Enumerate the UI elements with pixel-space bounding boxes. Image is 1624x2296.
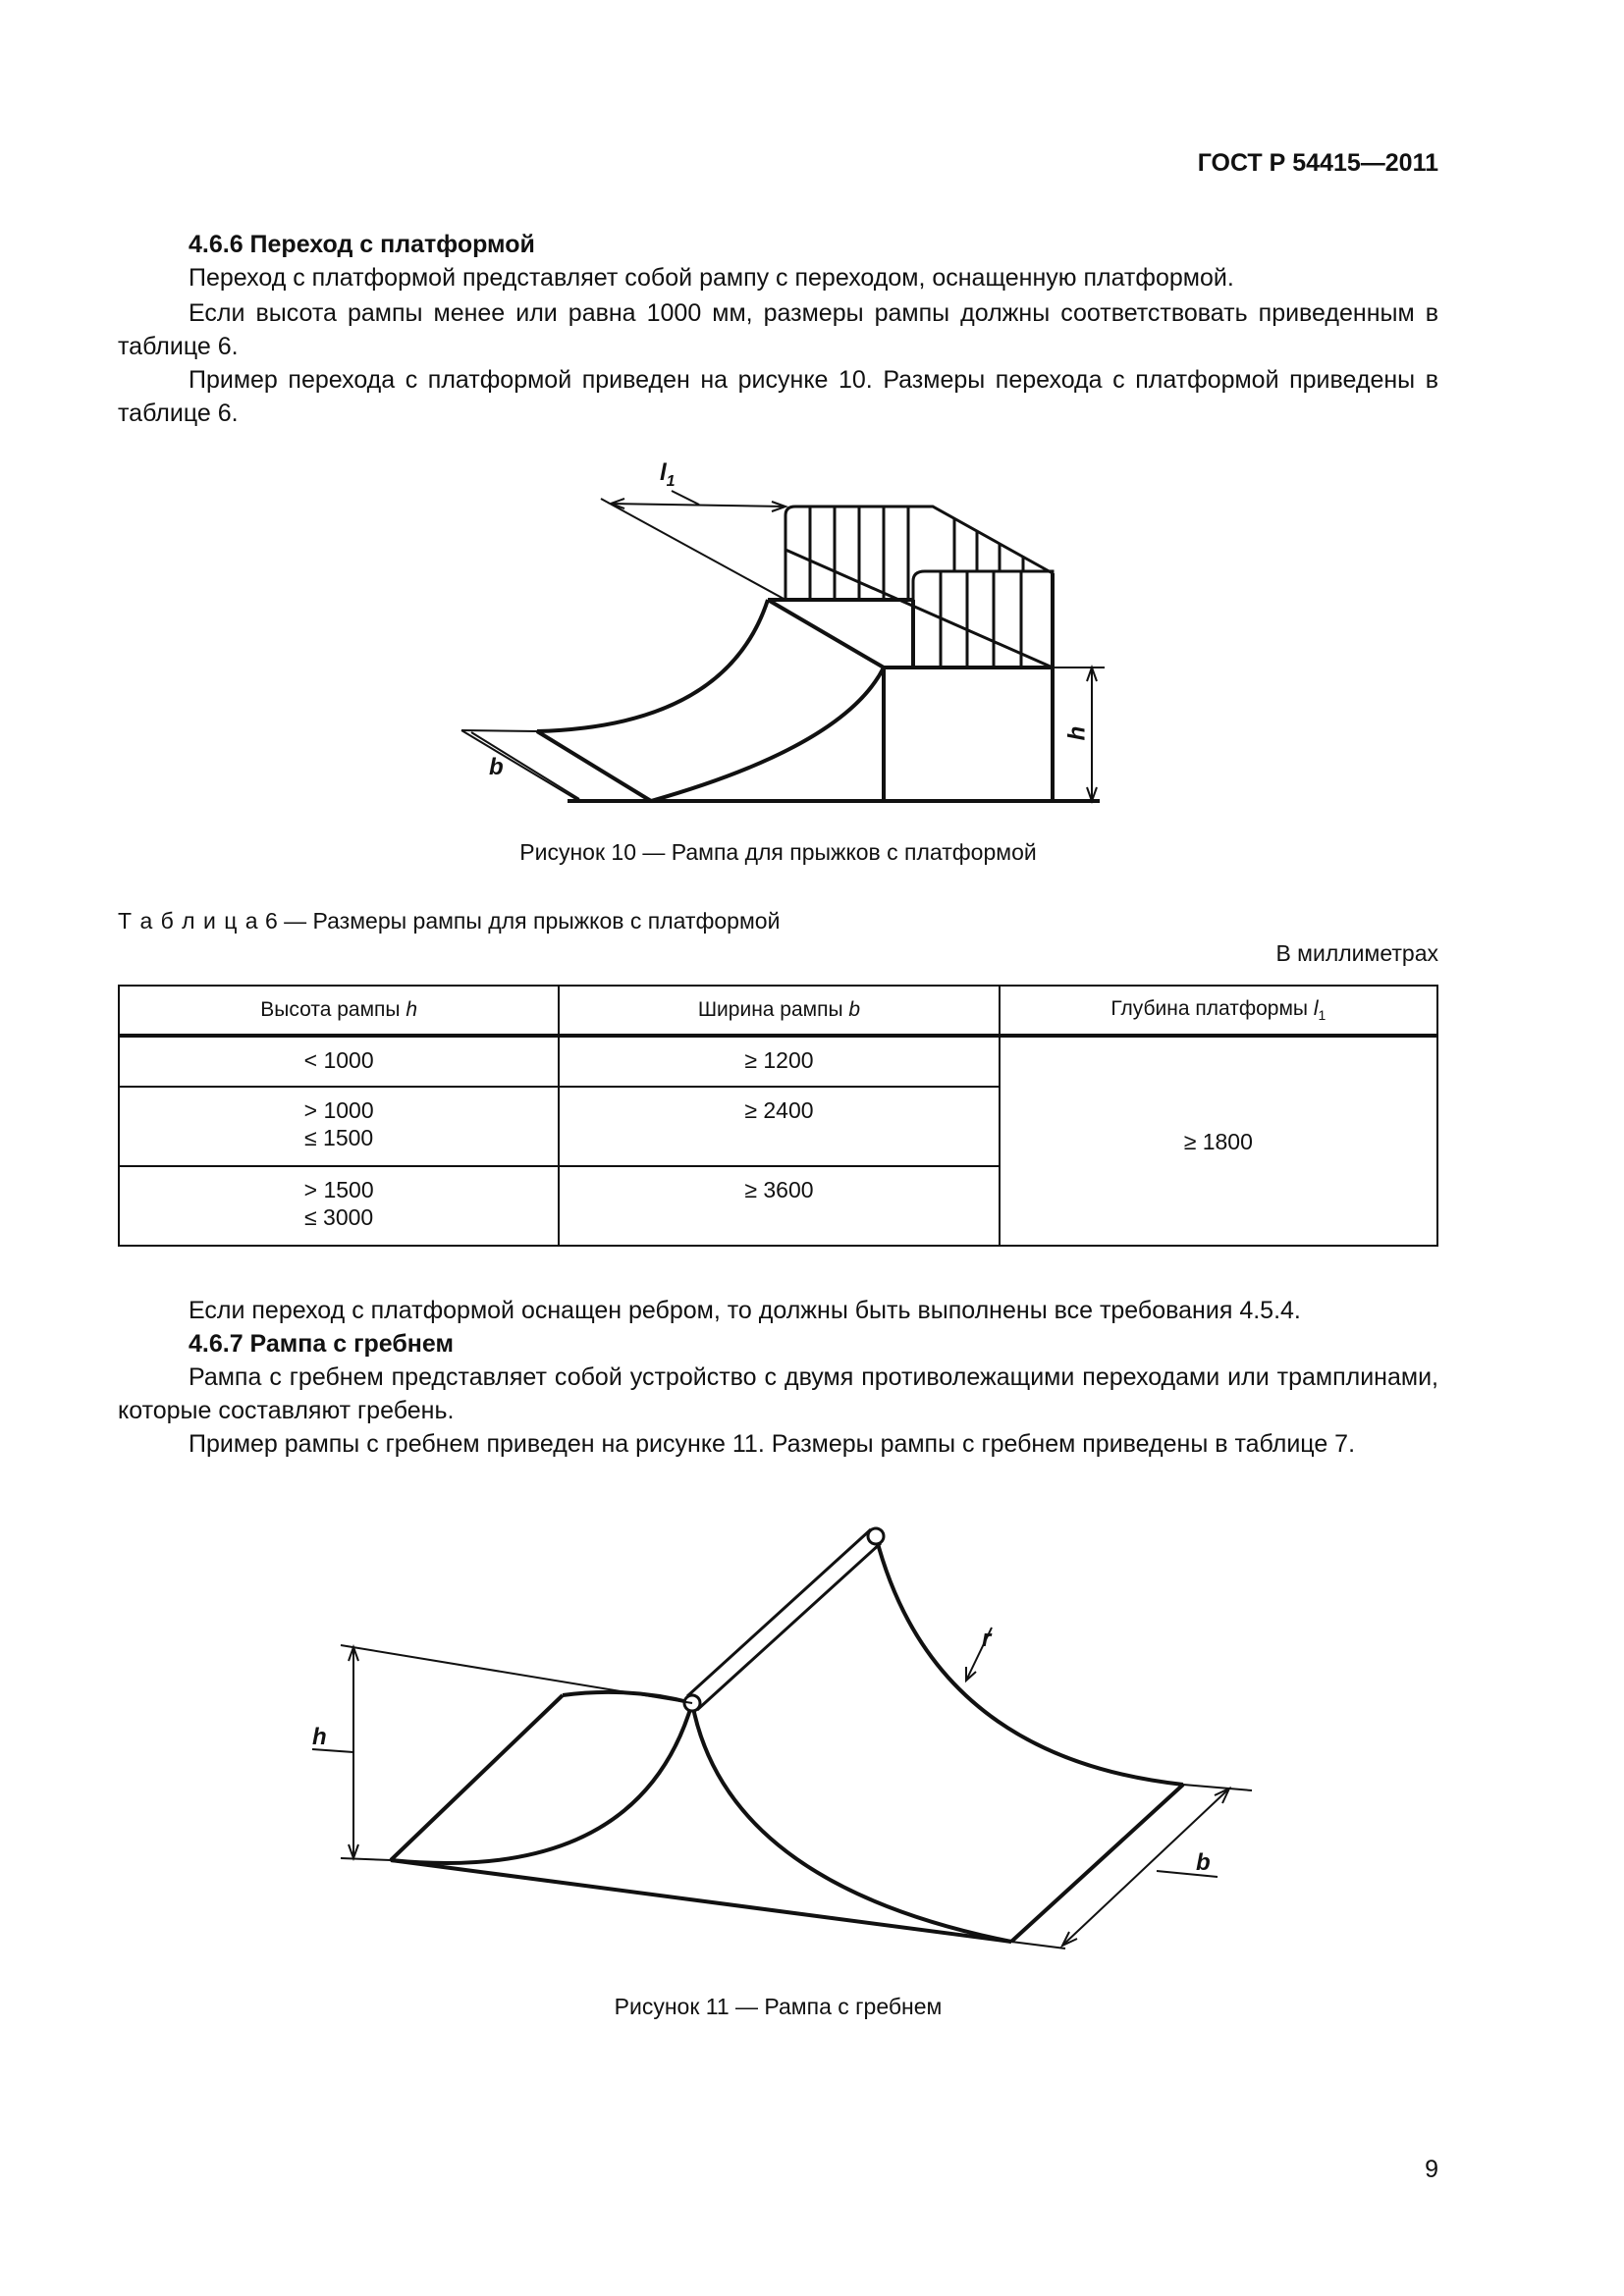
figure-10-caption: Рисунок 10 — Рампа для прыжков с платформой: [519, 839, 1037, 865]
table-6-units: В миллиметрах: [1275, 940, 1438, 966]
table-row: [119, 1036, 1437, 1087]
table-cell-height: > 1500 ≤ 3000: [119, 1166, 559, 1246]
after-table-paragraph: Если переход с платформой оснащен ребром, то должны быть выполнены все требования 4.5.4.: [189, 1297, 1301, 1324]
table-cell-height: < 1000: [119, 1036, 559, 1087]
table-cell-width: ≥ 2400: [559, 1087, 999, 1166]
section-467-paragraph-1: Рампа с гребнем представляет собой устройство с двумя противолежащими переходами или трамплинами, которые составляют гребень.: [118, 1363, 1438, 1424]
table-cell-height: > 1000 ≤ 1500: [119, 1087, 559, 1166]
table-header-row: [119, 986, 1437, 1036]
section-466-paragraph-2: Если высота рампы менее или равна 1000 мм, размеры рампы должны соответствовать приведенным в таблице 6.: [118, 299, 1438, 360]
figure-10-label-h: h: [1063, 725, 1091, 741]
section-467-heading: 4.6.7 Рампа с гребнем: [189, 1330, 454, 1358]
column-header-depth: Глубина платформы $l_1$: [1000, 986, 1437, 1036]
table-cell-depth: ≥ 1800: [1000, 1036, 1437, 1246]
table-cell-width: ≥ 3600: [559, 1166, 999, 1246]
figure-11-label-h: h: [312, 1724, 327, 1750]
section-467-paragraph-2: Пример рампы с гребнем приведен на рисунке 11. Размеры рампы с гребнем приведены в таблице 7.: [189, 1430, 1356, 1458]
table-6-prefix: Т а б л и ц а: [118, 908, 259, 934]
page-number: 9: [1425, 2156, 1438, 2183]
figure-11-drawing: [304, 1512, 1276, 1963]
figure-10-drawing: [442, 452, 1129, 815]
figure-11-label-b: b: [1196, 1849, 1211, 1876]
section-466-paragraph-3: Пример перехода с платформой приведен на рисунке 10. Размеры перехода с платформой приведены в таблице 6.: [118, 366, 1438, 427]
figure-11-label-r: r: [982, 1626, 992, 1652]
figure-10-label-b: b: [489, 754, 504, 780]
column-header-width: Ширина рампы b: [559, 986, 999, 1036]
table-cell-width: ≥ 1200: [559, 1036, 999, 1087]
table-6-title-text: 6 — Размеры рампы для прыжков с платформой: [264, 908, 781, 934]
section-466-paragraph-1: Переход с платформой представляет собой рампу с переходом, оснащенную платформой.: [189, 264, 1234, 292]
table-6-title: [118, 908, 780, 934]
column-header-height: Высота рампы h: [119, 986, 559, 1036]
figure-11-caption: Рисунок 11 — Рампа с гребнем: [614, 1994, 943, 2019]
table-6: [118, 985, 1438, 1247]
section-466-heading: 4.6.6 Переход с платформой: [189, 231, 535, 258]
figure-10-label-l1: $l_1$: [660, 459, 676, 490]
document-id: ГОСТ Р 54415—2011: [1197, 149, 1438, 177]
